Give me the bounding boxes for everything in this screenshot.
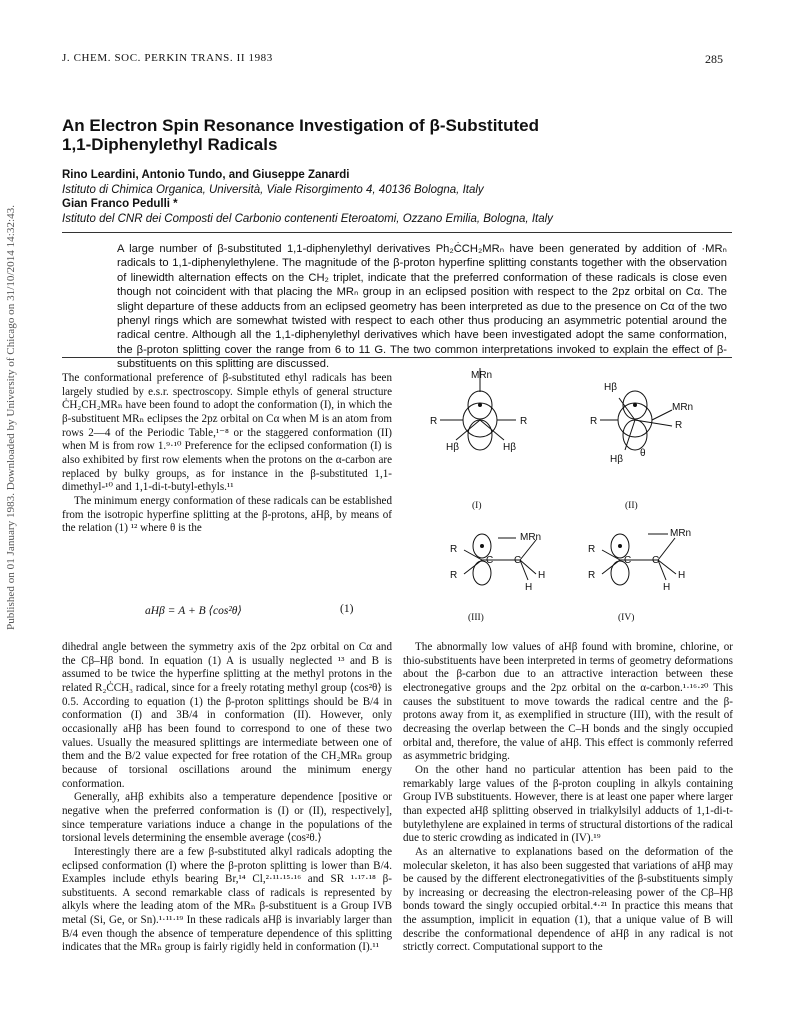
author-names-2: Gian Franco Pedulli * [62,198,178,210]
label-h-III-bottom: H [525,582,533,593]
label-h-IV-bottom: H [663,582,671,593]
title-line-1: An Electron Spin Resonance Investigation of β-Substituted [62,116,539,135]
label-r-II-right: R [675,420,683,431]
label-r-IV-top: R [588,544,596,555]
label-mrn-I: MRn [471,370,493,381]
author-names-1: Rino Leardini, Antonio Tundo, and Giuseppe Zanardi [62,169,350,181]
label-r-III-bottom: R [450,570,458,581]
right-column [403,641,733,955]
label-II: (II) [625,501,638,511]
journal-header: J. CHEM. SOC. PERKIN TRANS. II 1983 [62,52,273,64]
structure-II [600,391,672,450]
label-III: (III) [468,613,484,623]
right-paragraph-3: As an alternative to explanations based on the deformation of the molecular skeleton, it has also been suggested that variations of aHβ may be caused by the different electronegativities of the β-substituents simply by increasing or decreasing the electron-releasing power of the Cβ–Hβ bonds toward the singly occupied orbital.⁴·²¹ In practice this means that the assumption, implicit in equation (1), that a unique value of B will describe the conformational dependence of aHβ in any radical is not strictly correct. Computational support to the [403,845,733,954]
label-c-IV-beta: C [652,555,660,566]
intro-paragraph-2: The minimum energy conformation of these radicals can be established from the isotropic hyperfine splitting at the β-protons, aHβ, by means of the relation (1) ¹² where θ is the [62,494,392,535]
conformation-figure [420,368,730,628]
structure-IV [602,534,676,585]
intro-paragraph-1: The conformational preference of β-substituted ethyl radicals has been largely studied by e.s.r. spectroscopy. Simple ethyls of general structure ĊH₂CH₂MRₙ have been found to adopt the conformation (I), in which the β-substituent MRₙ eclipses the 2pz orbital on Cα when M is an atom from rows 2—4 of the Periodic Table,¹⁻⁸ or the staggered conformation (II) when M is from row 1.⁹·¹⁰ Preference for the eclipsed conformation (I) is also exhibited by first row elements when the protons on the α-carbon are replaced by bulky groups, as for instance in the β-substituted 1,1-dimethyl-¹⁰ and 1,1-di-t-butyl-ethyls.¹¹ [62,372,392,494]
label-h-beta-II-top: Hβ [604,382,617,393]
right-paragraph-1: The abnormally low values of aHβ found with bromine, chlorine, or thio-substituents have been interpreted in terms of geometry deformations about the β-carbon due to an attractive interaction between these electronegative groups and the 2pz orbital on the α-carbon.¹·¹⁶·²⁰ This causes the substituent to move towards the radical centre and the β-protons away from it, as exemplified in structure (III), with the result of decreasing the overlap between the C–H bonds and the singly occupied orbital and, therefore, the value of aHβ. This effect is commonly referred as asymmetric bridging. [403,641,733,763]
label-c-IV-alpha: C [624,555,632,566]
label-mrn-IV: MRn [670,528,692,539]
label-theta: θ [640,448,646,459]
article-title [62,116,722,154]
left-paragraph-2: Generally, aHβ exhibits also a temperature dependence [positive or negative when the preferred conformation is (I) or (II), respectively], since temperature variations induce a change in the populations of the torsional levels determining the ensemble average ⟨cos²θ.⟩ [62,791,392,845]
download-watermark [3,200,19,630]
author-block [62,168,742,226]
left-column [62,641,392,955]
label-r-I-right: R [520,416,528,427]
page-number: 285 [705,52,723,66]
left-paragraph-3: Interestingly there are a few β-substituted alkyl radicals adopting the eclipsed conformation (I) where the β-proton splitting is lower than B/4. Examples include ethyls bearing Br,¹⁴ Cl,²·¹¹·¹⁵·¹⁶ and SR ¹·¹⁷·¹⁸ β-substituents. A second remarkable class of radicals is represented by alkyls where the leading atom of the MRₙ β-substituent is a Group IVB metal (Si, Ge, or Sn).¹·¹¹·¹⁹ In these radicals aHβ is invariably larger than B/4 even though the absence of temperature dependence of this splitting indicates that the MRₙ group is fairly rigidly held in conformation (I).¹¹ [62,845,392,954]
abstract: A large number of β-substituted 1,1-diphenylethyl derivatives Ph₂ĊCH₂MRₙ have been generated by addition of ·MRₙ radicals to 1,1-diphenylethylene. The magnitude of the β-proton hyperfine splitting constants together with the observation of linewidth alternation effects on the CH₂ triplet, indicate that the preferred conformation of these radicals is close even though not coincident with that placing the MRₙ group in an eclipsed position with respect to the 2pz orbital on Cα. The slight departure of these adducts from an eclipsed geometry has been interpreted as due to the presence on Cα of the two phenyl rings which are somewhat twisted with respect to each other thus producing an asymmetric potential around the radical centre. Although all the 1,1-diphenylethyl derivatives which have been investigated adopt the same conformation, the β-proton splitting cover the range from 6 to 11 G. The two common interpretations invoked to explain the effect of β-substituents on this splitting are discussed. [117,243,727,371]
affiliation-1: Istituto di Chimica Organica, Università, Viale Risorgimento 4, 40136 Bologna, Italy [62,183,484,196]
label-c-III-beta: C [514,555,522,566]
watermark-text: Published on 01 January 1983. Downloaded by University of Chicago on 31/10/2014 14:32:43. [6,229,17,630]
label-r-II-left: R [590,416,598,427]
label-IV: (IV) [618,613,635,623]
label-h-beta-I-right: Hβ [503,442,516,453]
equation-number: (1) [340,603,354,615]
label-h-beta-I-left: Hβ [446,442,459,453]
title-line-2: 1,1-Diphenylethyl Radicals [62,135,278,154]
label-h-III-right: H [538,570,546,581]
affiliation-2: Istituto del CNR dei Composti del Carbonio contenenti Eteroatomi, Ozzano Emilia, Bologna, Italy [62,212,553,225]
label-mrn-III: MRn [520,532,542,543]
label-h-beta-II-bottom: Hβ [610,454,623,465]
label-r-IV-bottom: R [588,570,596,581]
label-mrn-II: MRn [672,402,694,413]
divider-top [62,232,732,233]
label-r-III-top: R [450,544,458,555]
label-I: (I) [472,501,482,511]
equation-body: aHβ = A + B ⟨cos²θ⟩ [145,605,242,617]
right-paragraph-2: On the other hand no particular attention has been paid to the remarkably large values of the β-proton coupling in alkyls containing Group IVB substituents. However, there is at least one paper where larger than expected aHβ splitting observed in trialkylsilyl adducts of 1,1-di-t-butylethylene are explained in terms of structural distortions of the radical due to steric crowding as indicated in (IV).¹⁹ [403,763,733,845]
intro-column [62,372,392,536]
label-h-IV-right: H [678,570,686,581]
divider-bottom [62,357,732,358]
left-paragraph-1: dihedral angle between the symmetry axis of the 2pz orbital on Cα and the Cβ–Hβ bond. In equation (1) A is usually neglected ¹³ and B is assumed to be twice the hyperfine splitting at the methyl protons in the related R₂ĊCH₃ radical, since for a freely rotating methyl group ⟨cos²θ⟩ is 0.5. According to equation (1) the β-proton splittings should be B/4 in conformation (I) and 3B/4 in conformation (II). However, only occasionally aHβ has been found to correspond to one of these two values. Usually the measured splittings are intermediate between one of them and the B/2 value expected for free rotation of the CH₂MRₙ group because of torsional oscillations around the minimum energy conformation. [62,641,392,790]
label-c-III-alpha: C [486,555,494,566]
label-r-I-left: R [430,416,438,427]
